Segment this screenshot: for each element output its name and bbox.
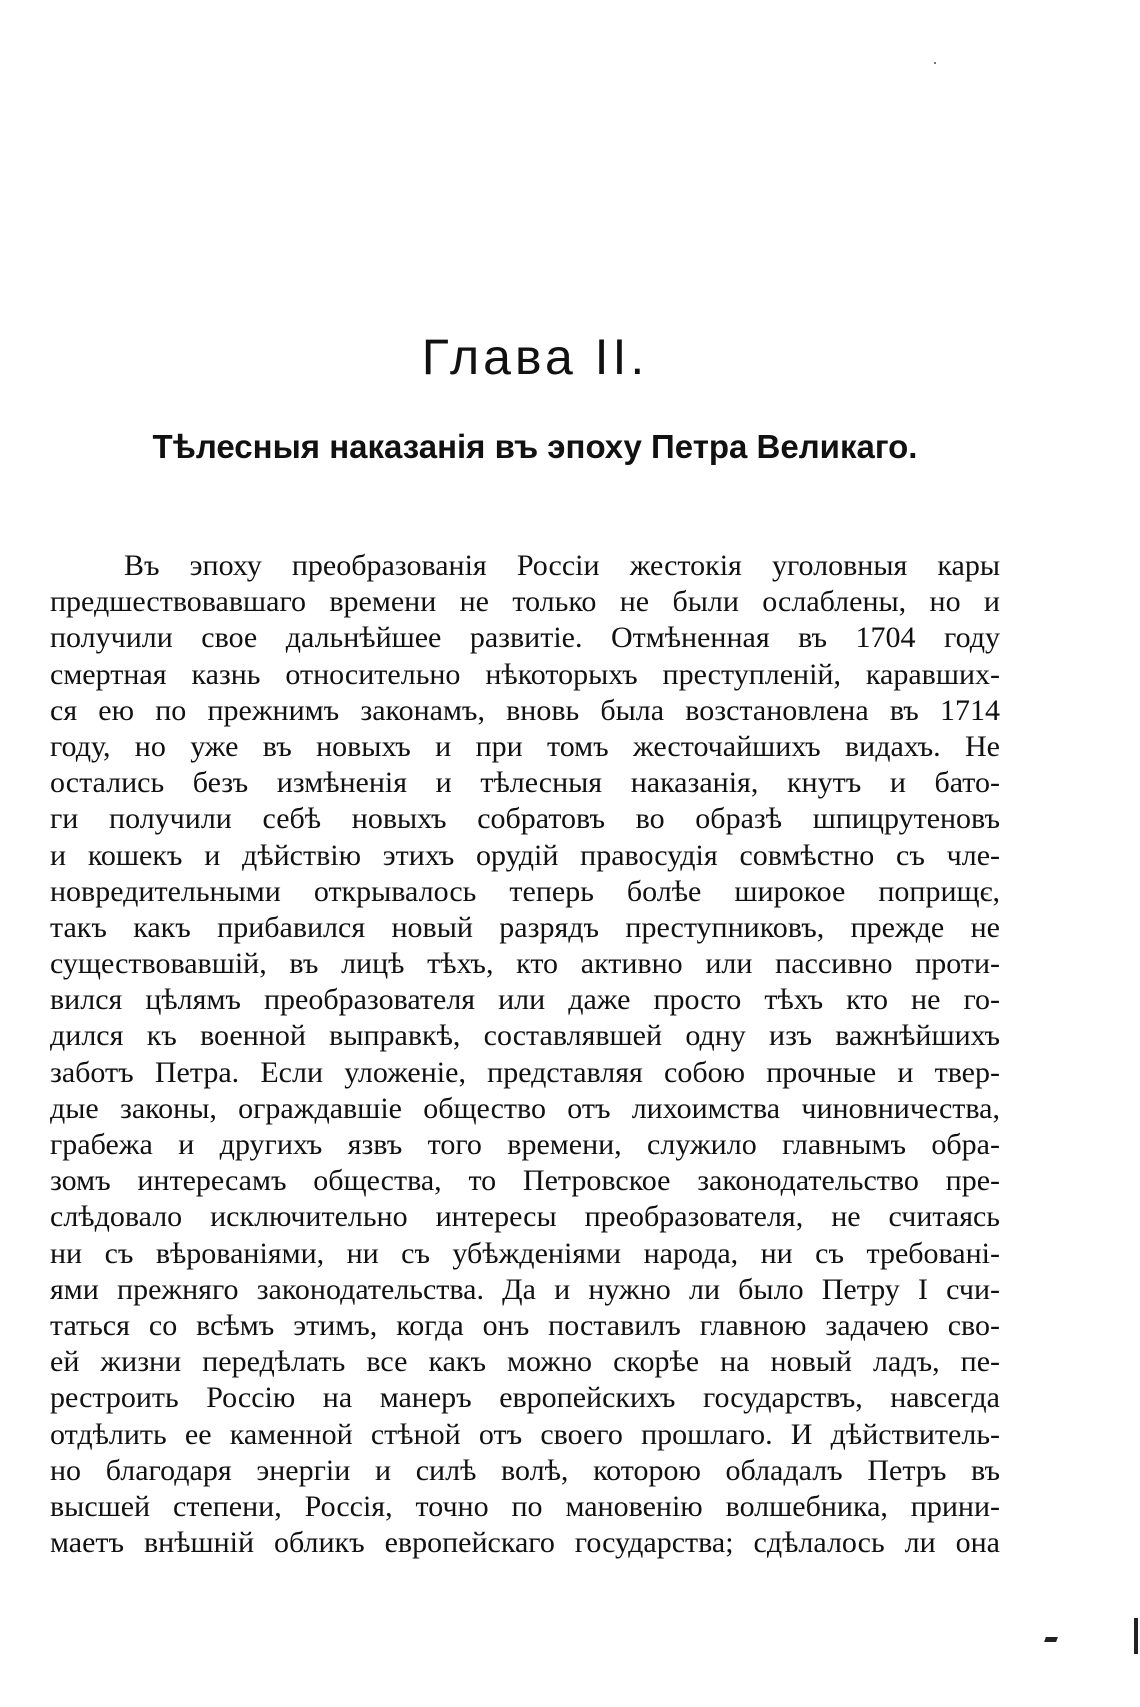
text-line: высшей степени, Россія, точно по мановенію волшебника, прини- [50, 1489, 1000, 1523]
text-line: ни съ вѣрованіями, ни съ убѣжденіями народа, ни съ требованi- [50, 1236, 1000, 1270]
text-line: ся ею по прежнимъ законамъ, вновь была возстановлена въ 1714 [50, 693, 1000, 727]
chapter-title: Глава II. [421, 329, 649, 385]
text-line: таться со всѣмъ этимъ, когда онъ поставилъ главною задачею сво- [50, 1308, 1000, 1342]
text-line: грабежа и другихъ язвъ того времени, служило главнымъ обра- [50, 1128, 1000, 1161]
text-line: ги получили себѣ новыхъ собратовъ во образѣ шпицрутеновъ [50, 802, 1000, 836]
text-line: смертная казнь относительно нѣкоторыхъ преступленій, каравших- [50, 657, 1000, 691]
text-line: зомъ интересамъ общества, то Петровское законодательство пре- [50, 1164, 1000, 1198]
text-line: существовавшій, въ лицѣ тѣхъ, кто активно или пассивно проти- [50, 947, 1000, 981]
text-line: такъ какъ прибавился новый разрядъ преступниковъ, прежде не [50, 910, 1000, 944]
text-line: дился къ военной выправкѣ, составлявшей одну изъ важнѣйшихъ [50, 1019, 1000, 1053]
text-line: Въ эпоху преобразованія Россіи жестокія уголовныя кары [124, 549, 1000, 582]
text-line: отдѣлить ее каменной стѣной отъ своего прошлаго. И дѣйствитель- [50, 1417, 1000, 1451]
scan-artifact [1134, 1618, 1138, 1654]
text-line: рестроить Россію на манеръ европейскихъ государствъ, навсегда [50, 1381, 1000, 1415]
scan-artifact [1044, 1637, 1058, 1642]
text-line: остались безъ измѣненія и тѣлесныя наказанія, кнутъ и бато- [50, 766, 1000, 800]
text-line: маетъ внѣшній обликъ европейскаго государства; сдѣлалось ли она [50, 1526, 1000, 1560]
text-line: предшествовавшаго времени не только не были ослаблены, но и [50, 585, 1000, 619]
text-line: но благодаря энергіи и силѣ волѣ, которою обладалъ Петръ въ [50, 1453, 1000, 1487]
text-line: году, но уже въ новыхъ и при томъ жесточайшихъ видахъ. Не [50, 729, 1000, 763]
text-line: слѣдовало исключительно интересы преобразователя, не считаясь [50, 1200, 1000, 1234]
text-line: заботъ Петра. Если уложеніе, представляя собою прочные и твер- [50, 1055, 1000, 1089]
chapter-subtitle: Тѣлесныя наказанія въ эпоху Петра Великаго. [152, 428, 918, 465]
text-line: получили свое дальнѣйшее развитіе. Отмѣненная въ 1704 году [50, 621, 1000, 655]
text-line: и кошекъ и дѣйствію этихъ орудій правосудія совмѣстно съ чле- [50, 838, 1000, 872]
text-line: новредительными открывалось теперь болѣе широкое поприщє, [50, 874, 1000, 908]
text-line: ями прежняго законодательства. Да и нужно ли было Петру I счи- [50, 1272, 1000, 1306]
text-line: ей жизни передѣлать все какъ можно скорѣе на новый ладъ, пе- [50, 1345, 1000, 1379]
scan-artifact [934, 62, 936, 64]
text-line: дые законы, ограждавшіе общество отъ лихоимства чиновничества, [50, 1091, 1000, 1125]
chapter-body [50, 548, 1000, 1561]
text-line: вился цѣлямъ преобразователя или даже просто тѣхъ кто не го- [50, 983, 1000, 1017]
